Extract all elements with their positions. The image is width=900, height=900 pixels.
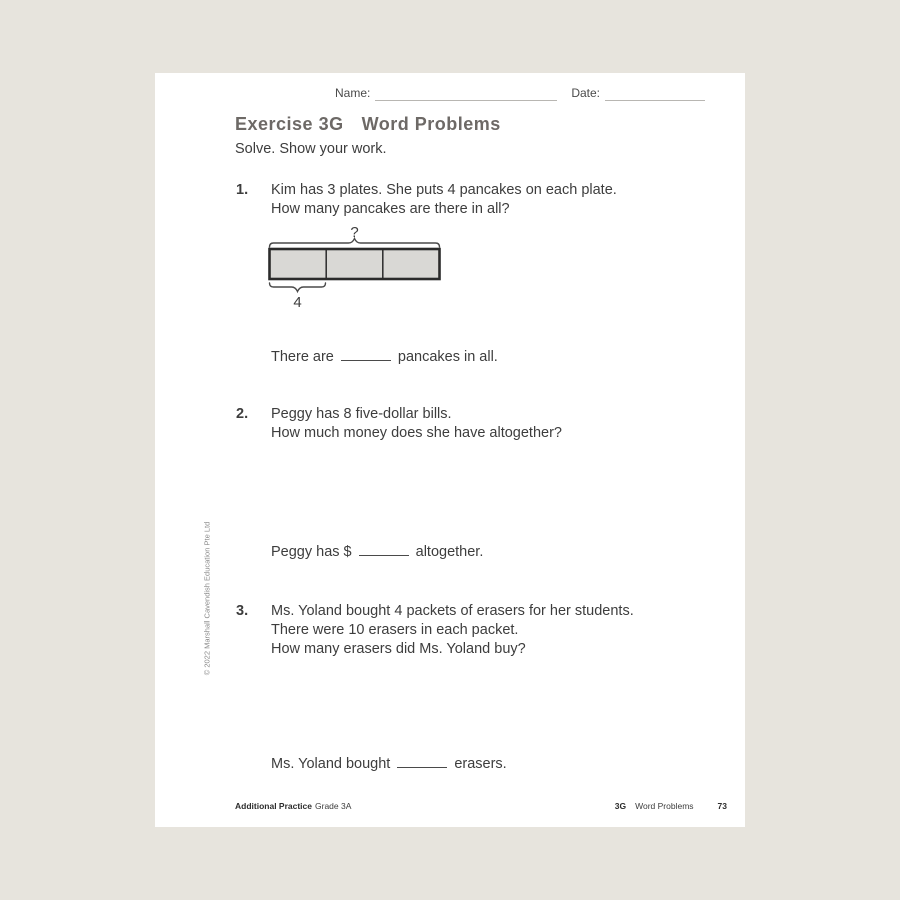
worksheet-page [155,73,745,827]
problem-3-line-1: Ms. Yoland bought 4 packets of erasers for her students. [271,603,634,619]
footer-series-regular: Grade 3A [315,801,352,811]
problem-3-line-2: There were 10 erasers in each packet. [271,622,519,638]
answer-3-suffix: erasers. [454,756,507,772]
exercise-number: Exercise 3G [235,114,344,134]
problem-2-line-2: How much money does she have altogether? [271,425,562,441]
footer-page-number: 73 [717,801,727,811]
problem-3-line-3: How many erasers did Ms. Yoland buy? [271,641,526,657]
copyright-text: © 2022 Marshall Cavendish Education Pte Ltd [202,521,212,676]
footer-series [235,801,351,811]
answer-2-blank[interactable] [359,543,409,556]
name-label: Name: [335,86,371,100]
problem-1-text [271,181,751,219]
answer-2-prefix: Peggy has $ [271,544,352,560]
answer-3-prefix: Ms. Yoland bought [271,756,391,772]
date-label: Date: [571,86,600,100]
date-write-line[interactable] [605,87,705,101]
problem-1-number: 1. [236,182,249,198]
problem-2-text [271,405,751,443]
bar-model-diagram [265,223,455,311]
page-title [235,114,501,135]
footer-chapter-code: 3G [614,801,627,811]
answer-sentence-3 [271,755,507,772]
footer-chapter [615,801,727,811]
answer-2-suffix: altogether. [415,544,484,560]
bar-model-total-brace [270,239,440,248]
bar-model-total-label: ? [350,224,359,241]
problem-3-text [271,602,751,659]
bar-model-unit-label: 4 [293,294,302,311]
problem-3-number: 3. [236,603,249,619]
answer-1-prefix: There are [271,349,334,365]
problem-3 [236,602,751,659]
bar-model-bar [270,249,440,279]
problem-2 [236,405,751,443]
instructions-text: Solve. Show your work. [235,141,387,157]
footer-series-bold: Additional Practice [235,801,312,811]
problem-2-number: 2. [236,406,249,422]
problem-1-line-1: Kim has 3 plates. She puts 4 pancakes on each plate. [271,182,617,198]
problem-1 [236,181,751,219]
problem-2-line-1: Peggy has 8 five-dollar bills. [271,406,452,422]
answer-sentence-2 [271,543,483,560]
footer-chapter-topic: Word Problems [635,801,694,811]
header-row [335,86,705,101]
bar-model-unit-brace [270,283,326,292]
answer-3-blank[interactable] [397,755,447,768]
exercise-topic: Word Problems [361,114,501,134]
answer-sentence-1 [271,348,498,365]
name-write-line[interactable] [375,87,557,101]
answer-1-blank[interactable] [341,348,391,361]
answer-1-suffix: pancakes in all. [397,349,498,365]
problem-1-line-2: How many pancakes are there in all? [271,201,510,217]
